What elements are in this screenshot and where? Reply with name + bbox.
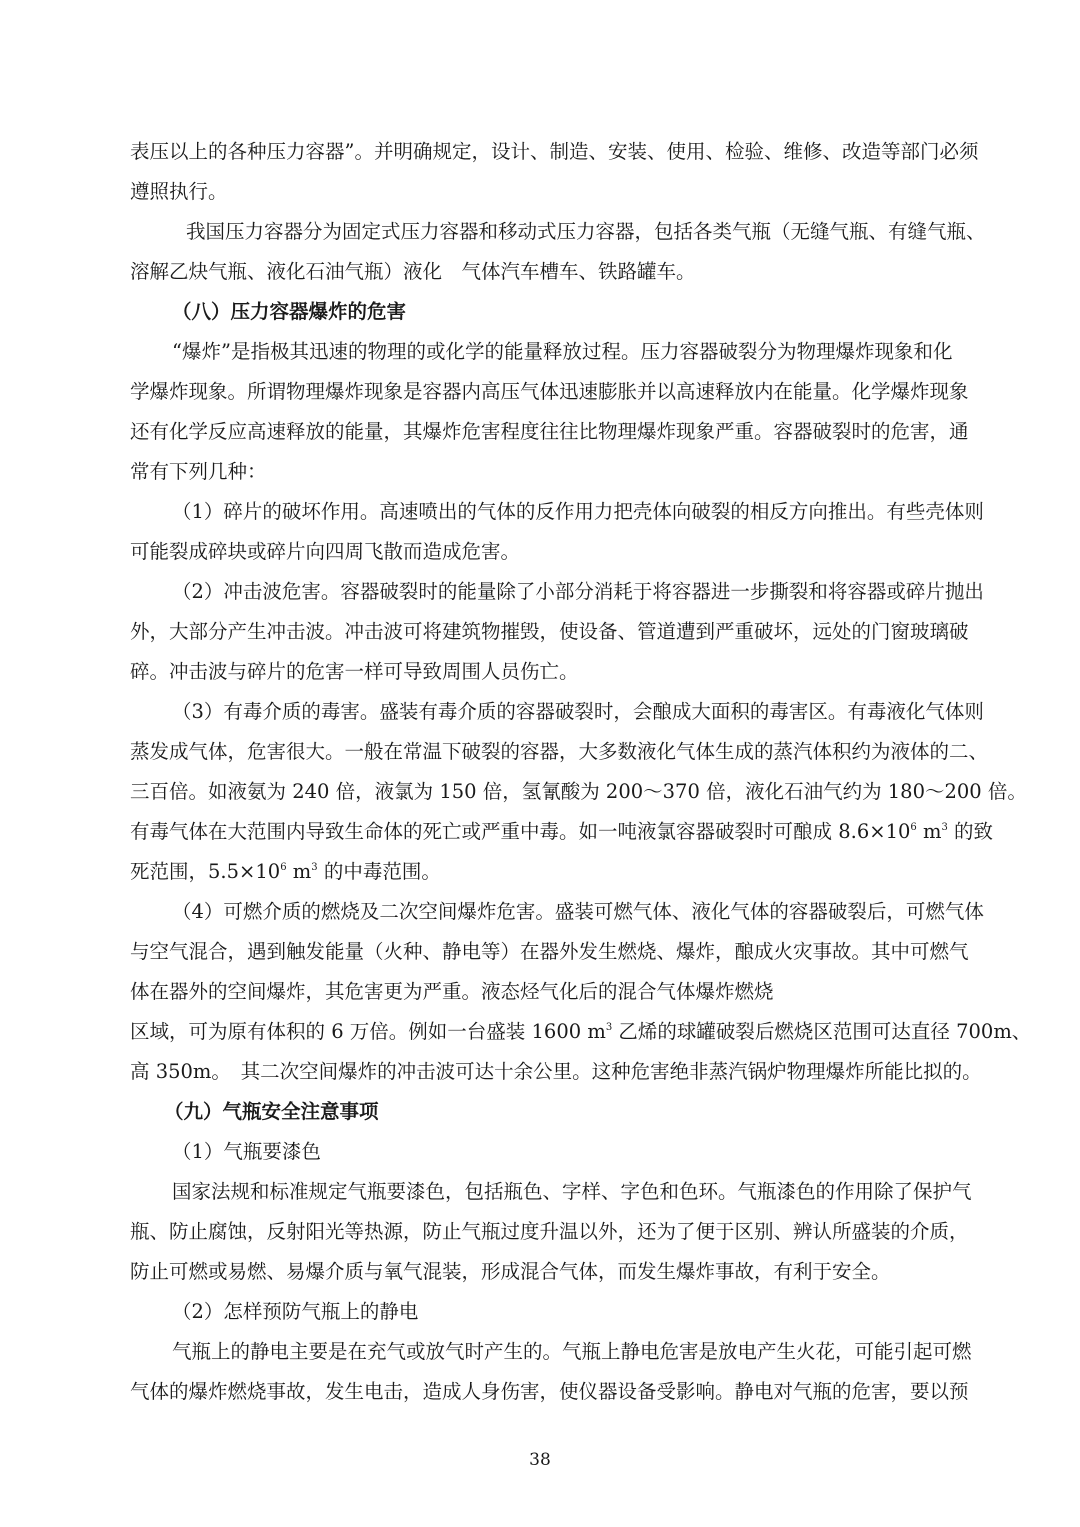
paragraph-line: 体在器外的空间爆炸，其危害更为严重。液态烃气化后的混合气体爆炸燃烧 bbox=[130, 980, 774, 1003]
paragraph-line: 表压以上的各种压力容器”。并明确规定，设计、制造、安装、使用、检验、维修、改造等部门必须 bbox=[130, 140, 979, 163]
section-heading: （八）压力容器爆炸的危害 bbox=[172, 300, 407, 323]
paragraph-line: 可能裂成碎块或碎片向四周飞散而造成危害。 bbox=[130, 540, 521, 563]
paragraph-line: 外，大部分产生冲击波。冲击波可将建筑物摧毁，使设备、管道遭到严重破坏，远处的门窗玻璃破 bbox=[130, 620, 969, 643]
text-run: 8.6×10 bbox=[838, 820, 911, 843]
text-run: 有毒气体在大范围内导致生命体的死亡或严重中毒。如一吨液氯容器破裂时可酿成 bbox=[130, 820, 833, 843]
superscript: 6 bbox=[910, 822, 917, 833]
paragraph-line: （4）可燃介质的燃烧及二次空间爆炸危害。盛装可燃气体、液化气体的容器破裂后，可燃气体 bbox=[172, 900, 984, 923]
superscript: 3 bbox=[311, 862, 318, 873]
paragraph-line: 防止可燃或易燃、易爆介质与氧气混装，形成混合气体，而发生爆炸事故，有利于安全。 bbox=[130, 1260, 891, 1283]
paragraph-line: 还有化学反应高速释放的能量，其爆炸危害程度往往比物理爆炸现象严重。容器破裂时的危害，通 bbox=[130, 420, 969, 443]
section-heading: （九）气瓶安全注意事项 bbox=[164, 1100, 379, 1123]
paragraph-line: 溶解乙炔气瓶、液化石油气瓶）液化 气体汽车槽车、铁路罐车。 bbox=[130, 260, 696, 283]
superscript: 3 bbox=[605, 1022, 613, 1033]
paragraph-line: （3）有毒介质的毒害。盛装有毒介质的容器破裂时，会酿成大面积的毒害区。有毒液化气体则 bbox=[172, 700, 984, 723]
paragraph-line: 国家法规和标准规定气瓶要漆色，包括瓶色、字样、字色和色环。气瓶漆色的作用除了保护气 bbox=[172, 1180, 972, 1203]
paragraph-line: 气瓶上的静电主要是在充气或放气时产生的。气瓶上静电危害是放电产生火花，可能引起可燃 bbox=[172, 1340, 972, 1363]
text-run: 乙烯的球罐破裂后燃烧区范围可达直径 700m、 bbox=[612, 1020, 1032, 1043]
paragraph-line bbox=[130, 812, 994, 852]
paragraph-line: 三百倍。如液氨为 240 倍，液氯为 150 倍，氢氰酸为 200～370 倍，液化石油气约为 180～200 倍。 bbox=[130, 780, 1027, 803]
text-run: 区域，可为原有体积的 6 万倍。例如一台盛装 1600 m bbox=[130, 1020, 606, 1043]
text-run: m bbox=[286, 860, 312, 883]
paragraph-line: 常有下列几种： bbox=[130, 460, 267, 483]
text-run: 5.5×10 bbox=[208, 860, 281, 883]
paragraph-line: （2）冲击波危害。容器破裂时的能量除了小部分消耗于将容器进一步撕裂和将容器或碎片抛出 bbox=[172, 580, 984, 603]
superscript: 3 bbox=[941, 822, 948, 833]
paragraph-line: 与空气混合，遇到触发能量（火种、静电等）在器外发生燃烧、爆炸，酿成火灾事故。其中可燃气 bbox=[130, 940, 969, 963]
paragraph-line: 我国压力容器分为固定式压力容器和移动式压力容器，包括各类气瓶（无缝气瓶、有缝气瓶、 bbox=[186, 220, 986, 243]
paragraph-line: 高 350m。 其二次空间爆炸的冲击波可达十余公里。这种危害绝非蒸汽锅炉物理爆炸所能比拟的。 bbox=[130, 1060, 982, 1083]
paragraph-line: 蒸发成气体，危害很大。一般在常温下破裂的容器，大多数液化气体生成的蒸汽体积约为液体的二、 bbox=[130, 740, 989, 763]
page-number: 38 bbox=[529, 1450, 551, 1470]
subsection-heading: （1）气瓶要漆色 bbox=[172, 1140, 321, 1163]
paragraph-line: 瓶、防止腐蚀，反射阳光等热源，防止气瓶过度升温以外，还为了便于区别、辨认所盛装的介质， bbox=[130, 1220, 969, 1243]
text-run: 的致 bbox=[947, 820, 994, 843]
paragraph-line: “爆炸”是指极其迅速的物理的或化学的能量释放过程。压力容器破裂分为物理爆炸现象和化 bbox=[172, 340, 953, 363]
paragraph-line: （1）碎片的破坏作用。高速喷出的气体的反作用力把壳体向破裂的相反方向推出。有些壳体则 bbox=[172, 500, 984, 523]
superscript: 6 bbox=[280, 862, 287, 873]
text-run: 死范围， bbox=[130, 860, 209, 883]
paragraph-line: 学爆炸现象。所谓物理爆炸现象是容器内高压气体迅速膨胀并以高速释放内在能量。化学爆炸现象 bbox=[130, 380, 969, 403]
paragraph-line: 碎。冲击波与碎片的危害一样可导致周围人员伤亡。 bbox=[130, 660, 579, 683]
paragraph-line: 遵照执行。 bbox=[130, 180, 228, 203]
text-run: m bbox=[916, 820, 942, 843]
paragraph-line bbox=[130, 1012, 1032, 1052]
subsection-heading: （2）怎样预防气瓶上的静电 bbox=[172, 1300, 419, 1323]
paragraph-line bbox=[130, 852, 950, 892]
text-run: 的中毒范围。 bbox=[317, 860, 441, 883]
paragraph-line: 气体的爆炸燃烧事故，发生电击，造成人身伤害，使仪器设备受影响。静电对气瓶的危害，要以预 bbox=[130, 1380, 969, 1403]
